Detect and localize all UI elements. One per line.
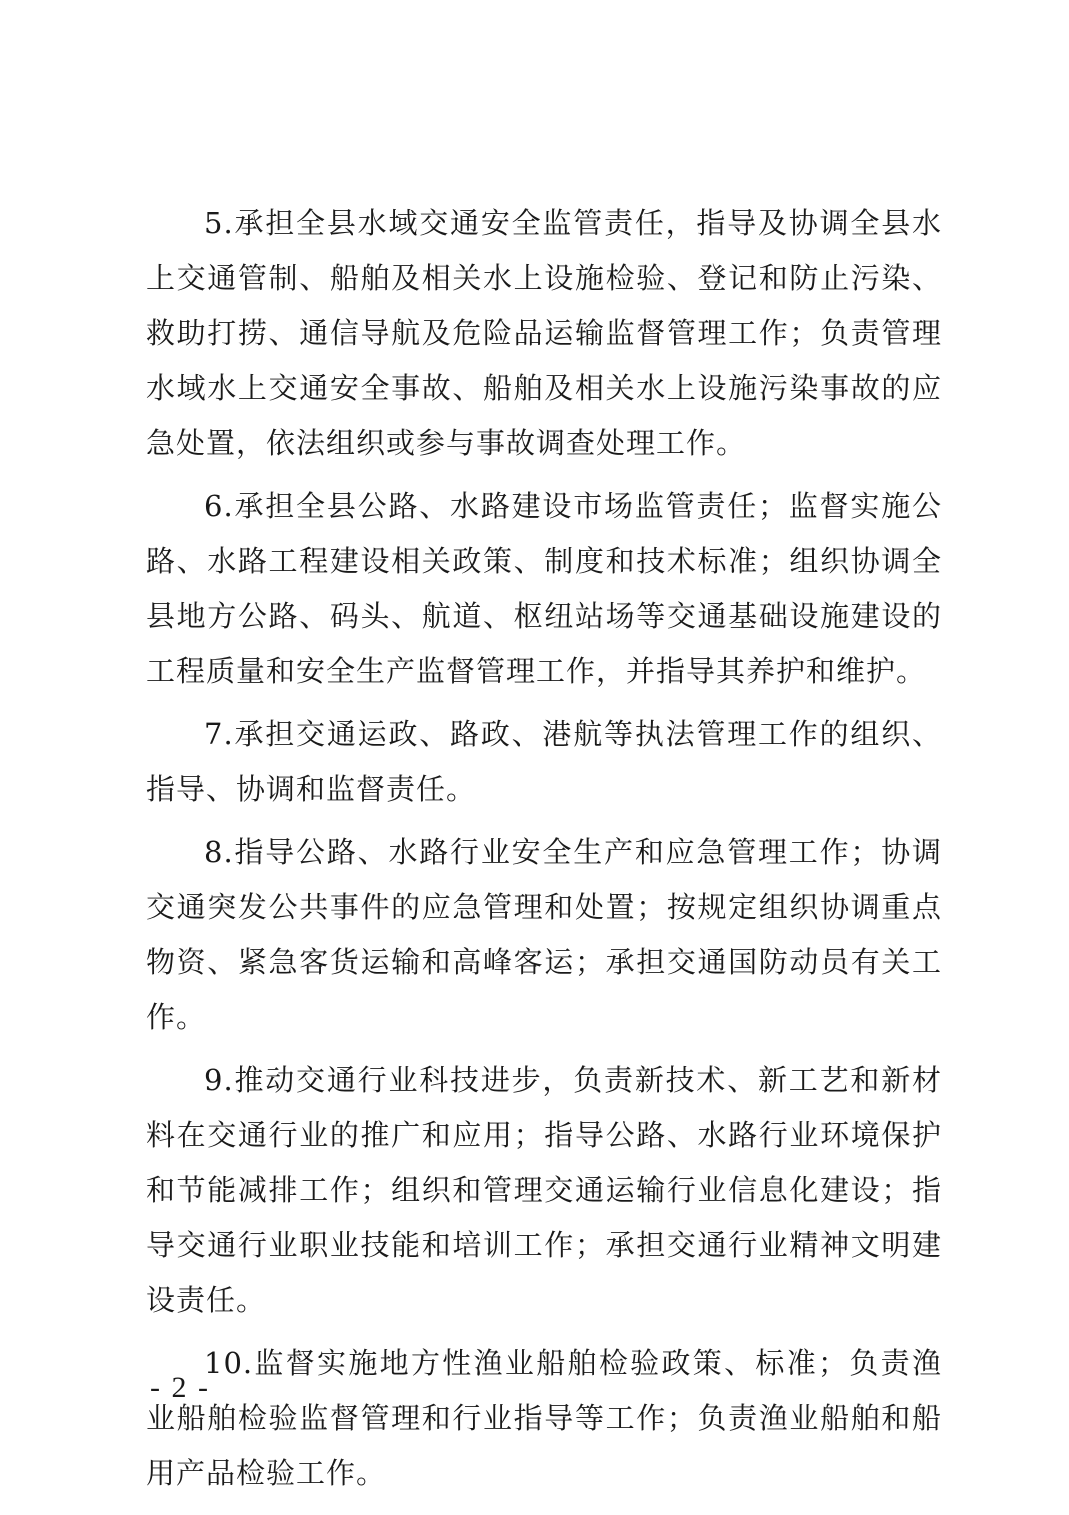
paragraph-item-9: 9.推动交通行业科技进步，负责新技术、新工艺和新材料在交通行业的推广和应用；指导公路、水路行业环境保护和节能减排工作；组织和管理交通运输行业信息化建设；指导交通行业职业技能和培训工作；承担交通行业精神文明建设责任。 [146,1063,942,1317]
paragraph-item-7: 7.承担交通运政、路政、港航等执法管理工作的组织、指导、协调和监督责任。 [146,717,942,806]
document-body [146,196,942,1509]
paragraph-item-6: 6.承担全县公路、水路建设市场监管责任；监督实施公路、水路工程建设相关政策、制度和技术标准；组织协调全县地方公路、码头、航道、枢纽站场等交通基础设施建设的工程质量和安全生产监督管理工作，并指导其养护和维护。 [146,489,942,688]
paragraph-item-5: 5.承担全县水域交通安全监管责任，指导及协调全县水上交通管制、船舶及相关水上设施检验、登记和防止污染、救助打捞、通信导航及危险品运输监督管理工作；负责管理水域水上交通安全事故、船舶及相关水上设施污染事故的应急处置，依法组织或参与事故调查处理工作。 [146,206,942,460]
paragraph-item-10: 10.监督实施地方性渔业船舶检验政策、标准；负责渔业船舶检验监督管理和行业指导等工作；负责渔业船舶和船用产品检验工作。 [146,1346,942,1490]
paragraph-item-8: 8.指导公路、水路行业安全生产和应急管理工作；协调交通突发公共事件的应急管理和处置；按规定组织协调重点物资、紧急客货运输和高峰客运；承担交通国防动员有关工作。 [146,835,942,1034]
page-number: - 2 - [150,1371,210,1404]
